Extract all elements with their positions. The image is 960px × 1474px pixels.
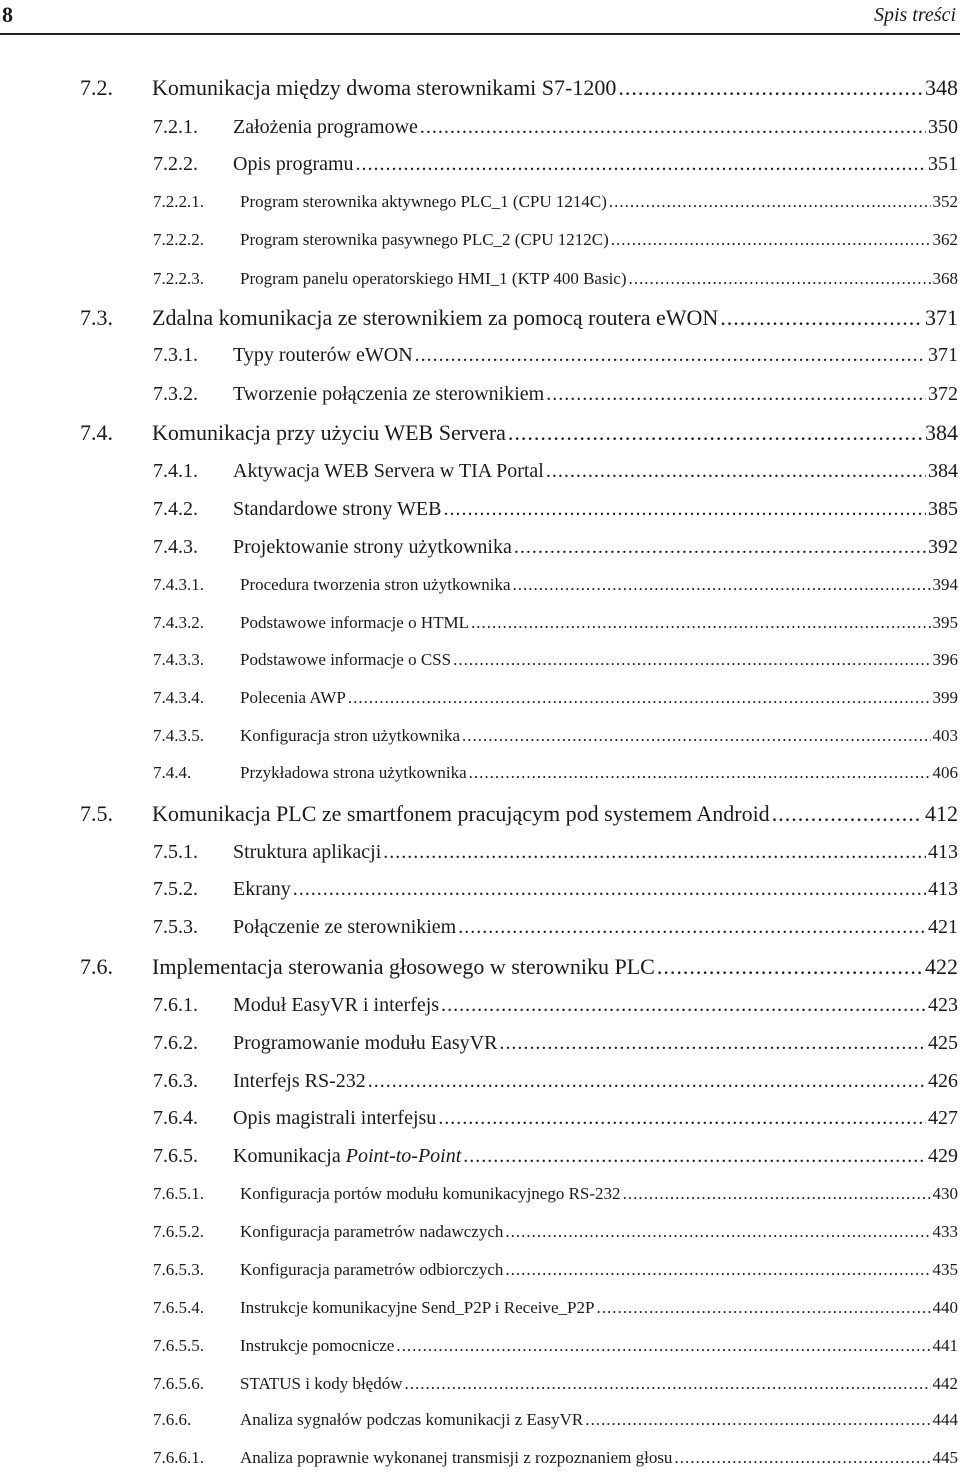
toc-entry-number: 7.6.5.3. (153, 1260, 204, 1279)
toc-entry-title (240, 574, 511, 596)
toc-entry-page: 350 (928, 116, 958, 138)
toc-entry-title (233, 1030, 497, 1056)
toc-entry-number: 7.3. (80, 305, 113, 330)
toc-entry-title-text: Podstawowe informacje o HTML (240, 613, 469, 632)
toc-entry-page: 430 (932, 1184, 958, 1203)
toc-entry-page: 421 (928, 916, 958, 938)
toc-entry-number: 7.4.2. (153, 498, 198, 520)
toc-entry-number: 7.6.5.2. (153, 1222, 204, 1241)
toc-entry (80, 304, 958, 332)
toc-entry (80, 419, 958, 447)
toc-entry-title (233, 381, 544, 407)
toc-entry-number: 7.6.5. (153, 1145, 198, 1167)
dot-leader (444, 496, 927, 522)
toc-entry-title (233, 114, 418, 140)
toc-entry-number: 7.6.5.4. (153, 1298, 204, 1317)
toc-entry (153, 612, 958, 634)
dot-leader (596, 1297, 930, 1319)
toc-entry (153, 458, 958, 484)
toc-entry (153, 534, 958, 560)
toc-entry (80, 800, 958, 828)
dot-leader (396, 1335, 930, 1357)
toc-entry-title (233, 1068, 366, 1094)
toc-entry (153, 762, 958, 784)
toc-entry-title-text: Program sterownika pasywnego PLC_2 (CPU 1212C) (240, 230, 609, 249)
toc-entry-page: 399 (932, 688, 958, 707)
dot-leader (420, 114, 926, 140)
toc-entry-title-text: Instrukcje pomocnicze (240, 1336, 395, 1355)
dot-leader (458, 914, 926, 940)
toc-entry-title (240, 1373, 403, 1395)
toc-entry-title (152, 953, 655, 981)
dot-leader (438, 1105, 926, 1131)
toc-entry-page: 371 (925, 305, 958, 330)
toc-entry (153, 114, 958, 140)
toc-entry-title-text: Polecenia AWP (240, 688, 346, 707)
dot-leader (293, 876, 926, 902)
toc-entry (153, 1143, 958, 1169)
toc-entry-title-text: Procedura tworzenia stron użytkownika (240, 575, 511, 594)
toc-entry-title (240, 1221, 503, 1243)
toc-entry-page: 406 (932, 763, 958, 782)
toc-entry-title-italic: Point-to-Point (345, 1145, 462, 1167)
toc-entry-page: 384 (925, 420, 958, 445)
toc-entry-title-text: Opis programu (233, 153, 354, 175)
toc-entry (153, 1183, 958, 1205)
toc-entry-title (240, 268, 627, 290)
dot-leader (674, 1447, 930, 1469)
toc-entry-title (240, 612, 469, 634)
toc-entry-title-text: Komunikacja (233, 1145, 346, 1167)
toc-entry-title (152, 74, 616, 102)
dot-leader (499, 1030, 926, 1056)
toc-entry-title-text: Konfiguracja parametrów odbiorczych (240, 1260, 504, 1279)
toc-entry-page: 427 (928, 1107, 958, 1129)
toc-entry-title (233, 839, 381, 865)
toc-entry (153, 342, 958, 368)
toc-entry-title (240, 725, 460, 747)
toc-entry-title-text: Połączenie ze sterownikiem (233, 916, 457, 938)
toc-entry-title-text: Analiza sygnałów podczas komunikacji z EasyVR (240, 1410, 584, 1429)
toc-entry-title-text: Programowanie modułu EasyVR (233, 1032, 498, 1054)
toc-entry (153, 1221, 958, 1243)
toc-entry-page: 352 (932, 192, 958, 211)
toc-entry-title-text: Program sterownika aktywnego PLC_1 (CPU 1214C) (240, 192, 607, 211)
toc-entry-title-text: Typy routerów eWON (233, 344, 413, 366)
toc-entry (153, 1259, 958, 1281)
toc-entry-title (233, 992, 439, 1018)
toc-entry-number: 7.4.3.1. (153, 575, 204, 594)
toc-entry-page: 392 (928, 536, 958, 558)
toc-entry-number: 7.2.2.2. (153, 230, 204, 249)
dot-leader (514, 534, 926, 560)
toc-entry-page: 425 (928, 1032, 958, 1054)
dot-leader (618, 74, 923, 102)
toc-entry-title-text: Tworzenie połączenia ze sterownikiem (233, 383, 545, 405)
toc-entry-title-text: Podstawowe informacje o CSS (240, 650, 452, 669)
toc-entry (153, 1068, 958, 1094)
dot-leader (505, 1221, 930, 1243)
toc-entry-title (240, 1259, 503, 1281)
toc-entry-title (240, 1409, 583, 1431)
dot-leader (415, 342, 926, 368)
dot-leader (383, 839, 926, 865)
toc-entry-title (233, 914, 456, 940)
toc-entry-number: 7.6.1. (153, 994, 198, 1016)
toc-entry-title (240, 1297, 594, 1319)
toc-entry-page: 403 (932, 726, 958, 745)
toc-entry (153, 649, 958, 671)
toc-entry-number: 7.4.3.2. (153, 613, 204, 632)
toc-entry-title-text: Komunikacja między dwoma sterownikami S7-1200 (152, 75, 617, 100)
dot-leader (453, 649, 930, 671)
toc-entry-number: 7.4.3. (153, 536, 198, 558)
dot-leader (657, 953, 923, 981)
toc-entry-title-text: Konfiguracja portów modułu komunikacyjnego RS-232 (240, 1184, 621, 1203)
toc-entry-title (233, 1143, 461, 1169)
toc-entry-page: 423 (928, 994, 958, 1016)
toc-entry (153, 687, 958, 709)
toc-entry (153, 839, 958, 865)
toc-entry (153, 191, 958, 213)
dot-leader (368, 1068, 926, 1094)
toc-entry-title-text: Przykładowa strona użytkownika (240, 763, 467, 782)
toc-entry-title (240, 687, 346, 709)
toc-entry-page: 412 (925, 801, 958, 826)
toc-entry-page: 441 (932, 1336, 958, 1355)
toc-entry-title (233, 534, 512, 560)
toc-entry-title-text: Aktywacja WEB Servera w TIA Portal (233, 460, 544, 482)
toc-entry-title (240, 762, 467, 784)
toc-entry (153, 268, 958, 290)
dot-leader (623, 1183, 931, 1205)
dot-leader (720, 304, 923, 332)
toc-entry-number: 7.4.4. (153, 763, 192, 782)
toc-entry (80, 74, 958, 102)
toc-entry-number: 7.3.2. (153, 383, 198, 405)
toc-entry-title-text: Komunikacja przy użyciu WEB Servera (152, 420, 506, 445)
toc-entry (153, 229, 958, 251)
toc-entry-number: 7.3.1. (153, 344, 198, 366)
toc-entry-title (240, 1447, 672, 1469)
toc-entry (153, 574, 958, 596)
toc-entry-title (233, 876, 291, 902)
toc-entry-title (240, 1183, 621, 1205)
toc-entry (153, 914, 958, 940)
dot-leader (471, 612, 931, 634)
toc-entry-number: 7.6. (80, 954, 113, 979)
toc-entry-title-text: STATUS i kody błędów (240, 1374, 403, 1393)
toc-entry-page: 445 (932, 1448, 958, 1467)
dot-leader (405, 1373, 931, 1395)
toc-entry (153, 1335, 958, 1357)
page-number: 8 (2, 2, 13, 27)
toc-entry-number: 7.4.3.3. (153, 650, 204, 669)
toc-entry-page: 384 (928, 460, 958, 482)
toc-entry-title-text: Komunikacja PLC ze smartfonem pracującym pod systemem Android (152, 801, 770, 826)
dot-leader (505, 1259, 930, 1281)
dot-leader (772, 800, 923, 828)
toc-entry-page: 444 (932, 1410, 958, 1429)
toc-entry-title-text: Standardowe strony WEB (233, 498, 442, 520)
toc-entry-title-text: Konfiguracja stron użytkownika (240, 726, 460, 745)
toc-entry-title (233, 151, 354, 177)
toc-entry-number: 7.6.5.1. (153, 1184, 204, 1203)
toc-entry-title-text: Konfiguracja parametrów nadawczych (240, 1222, 504, 1241)
toc-entry-title-text: Program panelu operatorskiego HMI_1 (KTP 400 Basic) (240, 269, 627, 288)
toc-entry-title-text: Analiza poprawnie wykonanej transmisji z rozpoznaniem głosu (240, 1448, 673, 1467)
toc-entry-page: 413 (928, 841, 958, 863)
toc-entry-page: 371 (928, 344, 958, 366)
dot-leader (469, 762, 931, 784)
toc-entry-page: 396 (932, 650, 958, 669)
toc-entry-page: 351 (928, 153, 958, 175)
toc-entry-title (233, 496, 442, 522)
toc-entry-number: 7.2.1. (153, 116, 198, 138)
toc-entry-title (233, 342, 413, 368)
toc-entry-page: 348 (925, 75, 958, 100)
toc-entry-title-text: Projektowanie strony użytkownika (233, 536, 512, 558)
toc-entry-title (233, 458, 544, 484)
toc-entry-title (240, 229, 609, 251)
toc-entry (153, 992, 958, 1018)
toc-entry-title-text: Zdalna komunikacja ze sterownikiem za pomocą routera eWON (152, 305, 719, 330)
toc-entry-number: 7.6.5.5. (153, 1336, 204, 1355)
toc-entry-title-text: Interfejs RS-232 (233, 1070, 366, 1092)
toc-entry-title (152, 304, 718, 332)
toc-entry-number: 7.6.4. (153, 1107, 198, 1129)
toc-entry-page: 433 (932, 1222, 958, 1241)
toc-entry-title-text: Opis magistrali interfejsu (233, 1107, 437, 1129)
toc-entry (153, 381, 958, 407)
toc-entry-page: 442 (932, 1374, 958, 1393)
toc-entry-number: 7.4.1. (153, 460, 198, 482)
toc-entry (153, 725, 958, 747)
toc-entry-page: 422 (925, 954, 958, 979)
toc-entry-number: 7.4.3.4. (153, 688, 204, 707)
toc-entry-number: 7.2.2.3. (153, 269, 204, 288)
toc-entry-title-text: Założenia programowe (233, 116, 418, 138)
toc-entry-page: 435 (932, 1260, 958, 1279)
dot-leader (356, 151, 926, 177)
toc-entry-page: 440 (932, 1298, 958, 1317)
toc-entry-number: 7.6.2. (153, 1032, 198, 1054)
toc-entry-title (152, 800, 770, 828)
toc-entry-page: 426 (928, 1070, 958, 1092)
toc-entry (153, 1030, 958, 1056)
toc-entry (153, 496, 958, 522)
toc-entry-title (233, 1105, 436, 1131)
dot-leader (629, 268, 931, 290)
toc-entry-number: 7.2.2. (153, 153, 198, 175)
toc-entry-title-text: Ekrany (233, 878, 291, 900)
dot-leader (462, 725, 931, 747)
toc-entry-number: 7.5. (80, 801, 113, 826)
toc-entry-number: 7.2.2.1. (153, 192, 204, 211)
toc-entry-number: 7.6.6. (153, 1410, 192, 1429)
toc-entry-page: 368 (932, 269, 958, 288)
toc-entry (153, 1409, 958, 1431)
dot-leader (463, 1143, 926, 1169)
dot-leader (546, 458, 926, 484)
toc-entry-number: 7.6.5.6. (153, 1374, 204, 1393)
toc-entry-page: 394 (932, 575, 958, 594)
dot-leader (348, 687, 931, 709)
toc-entry-title (240, 191, 607, 213)
dot-leader (513, 574, 931, 596)
toc-entry-number: 7.5.1. (153, 841, 198, 863)
toc-entry (153, 1105, 958, 1131)
toc-entry (80, 953, 958, 981)
dot-leader (611, 229, 931, 251)
toc-entry-page: 362 (932, 230, 958, 249)
toc-entry-number: 7.6.3. (153, 1070, 198, 1092)
toc-entry-title-text: Struktura aplikacji (233, 841, 382, 863)
dot-leader (441, 992, 926, 1018)
toc-entry-page: 372 (928, 383, 958, 405)
toc-entry (153, 876, 958, 902)
toc-entry-number: 7.4. (80, 420, 113, 445)
toc-entry (153, 1447, 958, 1469)
toc-entry-number: 7.2. (80, 75, 113, 100)
toc-entry-number: 7.5.2. (153, 878, 198, 900)
toc-entry-number: 7.6.6.1. (153, 1448, 204, 1467)
toc-entry-page: 385 (928, 498, 958, 520)
dot-leader (585, 1409, 930, 1431)
toc-entry-page: 429 (928, 1145, 958, 1167)
dot-leader (609, 191, 931, 213)
toc-entry-title (152, 419, 506, 447)
toc-entry-title (240, 1335, 394, 1357)
dot-leader (546, 381, 926, 407)
toc-entry-title (240, 649, 451, 671)
toc-entry (153, 151, 958, 177)
toc-entry-title-text: Implementacja sterowania głosowego w sterowniku PLC (152, 954, 655, 979)
dot-leader (508, 419, 923, 447)
running-title: Spis treści (873, 4, 956, 26)
toc-entry-title-text: Moduł EasyVR i interfejs (233, 994, 440, 1016)
toc-entry (153, 1373, 958, 1395)
toc-entry (153, 1297, 958, 1319)
toc-entry-number: 7.5.3. (153, 916, 198, 938)
toc-entry-page: 413 (928, 878, 958, 900)
toc-entry-number: 7.4.3.5. (153, 726, 204, 745)
toc-entry-page: 395 (932, 613, 958, 632)
toc-entry-title-text: Instrukcje komunikacyjne Send_P2P i Receive_P2P (240, 1298, 595, 1317)
